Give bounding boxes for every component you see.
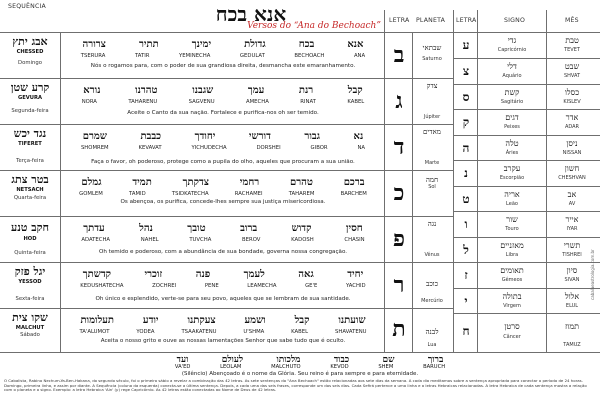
transliteration-word: DORSHEI xyxy=(256,145,281,151)
table-bottom-divider xyxy=(0,352,600,353)
verse-word: אנא xyxy=(347,39,364,50)
transliteration-word: TATIR xyxy=(134,53,150,59)
sign-hebrew: שור xyxy=(506,215,518,224)
transliteration-word: NA xyxy=(357,145,366,151)
zodiac-letter: ו xyxy=(464,217,468,231)
sefira-name: MALCHUT xyxy=(15,325,45,331)
prayer-translation: Oh temido e poderoso, com a abundância de sua bondade, governa nossa congregação. xyxy=(98,249,348,255)
transliteration-word: U'SHMA xyxy=(243,329,265,335)
zodiac-row xyxy=(0,33,600,58)
transliteration-word: RINAT xyxy=(300,99,316,105)
planet-name: Lua xyxy=(427,342,437,348)
sefira-name: CHESSED xyxy=(16,49,44,55)
transliteration-word: GIBOR xyxy=(310,145,328,151)
sign-name: Libra xyxy=(505,252,519,258)
closing-word: מלכותו xyxy=(276,355,301,365)
sign-name: Gêmeos xyxy=(501,277,523,283)
month-hebrew: אב xyxy=(567,190,577,199)
sequence-hebrew: נגד יכש xyxy=(13,127,47,140)
zodiac-row xyxy=(0,161,600,186)
verse-word: עדתך xyxy=(83,223,105,234)
zodiac-letter: י xyxy=(464,294,468,308)
zodiac-row xyxy=(0,263,600,288)
weekday: Sábado xyxy=(20,332,40,338)
planet-hebrew: כוכב xyxy=(425,280,438,288)
zodiac-row xyxy=(0,311,600,352)
hebrew-letter: ד xyxy=(393,134,405,160)
transliteration-word: PENE xyxy=(204,283,219,289)
transliteration-word: GEDULAT xyxy=(239,53,265,59)
planet-name: Vênus xyxy=(424,252,440,258)
zodiac-row xyxy=(0,110,600,135)
zodiac-row xyxy=(0,238,600,263)
transliteration-word: YEMINECHA xyxy=(179,53,211,59)
verse-word: תעלומות xyxy=(80,315,115,326)
sign-hebrew: מאזניים xyxy=(500,241,524,250)
hebrew-letter: כ xyxy=(393,180,405,206)
verse-word: יחיד xyxy=(347,269,364,280)
month-hebrew: חשון xyxy=(564,164,580,173)
prayer-translation: Aceita o nosso grito e ouve as nossas lamentações Senhor que sabe tudo que é oculto. xyxy=(100,338,346,344)
sign-hebrew: אריה xyxy=(504,190,520,199)
hebrew-letter: ת xyxy=(392,316,406,342)
transliteration-word: KEDUSHATECHA xyxy=(80,283,124,289)
page-title-hebrew: אנא בכח xyxy=(215,2,287,26)
verse-word: טהרנו xyxy=(135,85,158,96)
closing-word: ברוך xyxy=(427,355,444,365)
verse-word: צרורה xyxy=(82,39,106,50)
transliteration-word: BARCHEM xyxy=(340,191,367,197)
month-hebrew: טבת xyxy=(565,36,579,45)
planet-name: Saturno xyxy=(422,56,442,62)
verse-word: צעקתנו xyxy=(187,315,216,326)
closing-word-latin: LEOLAM xyxy=(220,364,242,370)
closing-word: שם xyxy=(382,355,395,365)
closing-translation: (Silêncio) Abençoado é o nome da Glória. Seu reino é para sempre e para eternidade. xyxy=(181,371,419,377)
month-column-header: MÊS xyxy=(565,17,579,24)
planet-name: Marte xyxy=(424,160,440,166)
sign-name: Sagitário xyxy=(500,99,524,105)
planet-hebrew: מאדים xyxy=(423,128,441,136)
verse-word: יודע xyxy=(142,315,159,326)
month-hebrew: אייר xyxy=(565,215,579,224)
month-name: CHESHVAN xyxy=(558,175,586,181)
transliteration-word: AMECHA xyxy=(245,99,269,105)
weekday: Domingo xyxy=(18,60,42,66)
zodiac-letter: צ xyxy=(462,64,470,78)
weekday: Quinta-feira xyxy=(14,250,46,256)
zodiac-letter: ה xyxy=(462,141,470,155)
transliteration-word: TAHARENU xyxy=(128,99,158,105)
sefira-name: TIFERET xyxy=(18,141,42,147)
transliteration-word: SHAVATENU xyxy=(334,329,367,335)
website-url: cabalaeastrologia.com.br xyxy=(590,249,595,300)
month-name: ADAR xyxy=(564,124,580,130)
transliteration-word: TUVCHA xyxy=(189,237,212,243)
month-hebrew: שבט xyxy=(564,62,580,71)
sequence-column-header: SEQUÊNCIA xyxy=(8,3,46,10)
zodiac-letter: ל xyxy=(463,243,469,257)
verse-word: תתיר xyxy=(138,39,159,50)
month-hebrew: כסלו xyxy=(564,88,580,97)
sign-name: Capricórnio xyxy=(497,47,527,53)
sequence-hebrew: שקו צית xyxy=(12,311,48,324)
transliteration-word: TAMID xyxy=(129,191,146,197)
verse-word: רחמי xyxy=(239,177,260,188)
zodiac-letter: ק xyxy=(462,115,470,129)
sefira-name: HOD xyxy=(23,236,37,242)
verse-word: שמרם xyxy=(82,131,107,142)
sequence-hebrew: יגל פזק xyxy=(14,265,46,278)
zodiac-letter: ח xyxy=(462,324,470,338)
weekday: Terça-feira xyxy=(16,158,44,164)
month-name: AV xyxy=(568,201,576,207)
month-name: TAMUZ xyxy=(563,342,581,348)
prayer-translation: Faça o favor, oh poderoso, protege como a pupila do olho, aqueles que procuram a sua união. xyxy=(91,159,355,165)
verse-word: צדקתך xyxy=(182,177,209,188)
sign-hebrew: סרטן xyxy=(504,322,520,331)
transliteration-word: KEVAVAT xyxy=(138,145,162,151)
planet-column-header: PLANETA xyxy=(416,17,446,24)
verse-word: גבור xyxy=(304,131,321,142)
month-name: TISHREI xyxy=(562,252,582,258)
transliteration-word: GE'E xyxy=(305,283,318,289)
closing-verse-transliteration xyxy=(160,364,460,370)
transliteration-word: TA'ALUMOT xyxy=(79,329,110,335)
transliteration-word: NORA xyxy=(81,99,97,105)
zodiac-letter: ע xyxy=(462,38,470,52)
transliteration-word: BECHOACH xyxy=(294,53,325,59)
hebrew-letter: ג xyxy=(395,88,403,114)
month-name: TEVET xyxy=(564,47,580,53)
month-name: KISLEV xyxy=(563,99,581,105)
prayer-translation: Oh único e esplendido, verte-se para seu povo, aqueles que se lembram de sua santidade. xyxy=(95,296,351,302)
weekday: Quarta-feira xyxy=(13,195,47,201)
verse-word: עמך xyxy=(247,85,265,96)
verse-word: גאה xyxy=(298,269,314,280)
verse-word: קדשתך xyxy=(82,269,111,280)
hebrew-letter: פ xyxy=(393,226,405,252)
verse-word: ימינך xyxy=(191,39,212,50)
weekday: Segunda-feira xyxy=(11,108,49,114)
closing-word-latin: KEVOD xyxy=(330,364,349,370)
month-hebrew: אלול xyxy=(564,292,580,301)
transliteration-word: ANA xyxy=(353,53,366,59)
transliteration-word: RACHAMEI xyxy=(234,191,263,197)
verse-word: גדולת xyxy=(244,39,266,50)
month-name: NISSAN xyxy=(562,150,582,156)
verse-word: כבבת xyxy=(140,131,162,142)
page-title: Versos do “Ana do Bechoach” xyxy=(247,21,381,31)
zodiac-row xyxy=(0,212,600,237)
transliteration-word: NAHEL xyxy=(140,237,159,243)
planet-name: Sol xyxy=(428,184,436,190)
closing-word: כבוד xyxy=(333,355,350,365)
prayer-translation: Os abençoa, os purifica, concede-lhes sempre sua justiça misericordiosa. xyxy=(120,199,326,205)
sign-name: Peixes xyxy=(504,124,520,130)
verse-word: חסין xyxy=(345,223,363,234)
month-hebrew: תמוז xyxy=(565,322,579,331)
planet-hebrew: שבתאי xyxy=(422,44,442,52)
zodiac-row xyxy=(0,59,600,84)
prayer-translation: Aceite o Canto da sua nação. Fortalece e purifica-nos oh ser temido. xyxy=(127,110,319,116)
transliteration-word: TAHAREM xyxy=(288,191,315,197)
sign-name: Câncer xyxy=(503,334,521,340)
letter-column-header: LETRA xyxy=(389,17,410,24)
hebrew-letter: ר xyxy=(393,272,405,298)
transliteration-word: CHASIN xyxy=(344,237,365,243)
transliteration-word: TSIDKATECHA xyxy=(171,191,209,197)
prayer-translation: Nós o rogamos para, com o poder de sua grandiosa direita, desmancha este emaranhamento. xyxy=(90,63,356,69)
sign-hebrew: תאומים xyxy=(500,266,524,275)
transliteration-word: YACHID xyxy=(345,283,366,289)
verse-word: טהרם xyxy=(289,177,313,188)
transliteration-word: YICHUDECHA xyxy=(191,145,227,151)
verse-word: ושמע xyxy=(244,315,266,326)
verse-word: נהל xyxy=(139,223,153,234)
transliteration-word: KABEL xyxy=(347,99,365,105)
sign-name: Escorpião xyxy=(499,175,525,181)
sign-hebrew: טלה xyxy=(505,139,519,148)
month-name: ELUL xyxy=(565,303,579,309)
month-hebrew: תשרי xyxy=(563,241,581,250)
sequence-hebrew: חקב טנע xyxy=(11,221,49,234)
verse-word: בכח xyxy=(298,39,315,50)
transliteration-word: TSAAKATENU xyxy=(181,329,217,335)
transliteration-word: BEROV xyxy=(242,237,261,243)
verse-word: זוכרי xyxy=(144,269,163,280)
transliteration-word: KADOSH xyxy=(291,237,314,243)
transliteration-word: SAGVENU xyxy=(188,99,215,105)
sign-hebrew: קשת xyxy=(504,88,520,97)
zodiac-letter: נ xyxy=(464,166,468,180)
closing-word-latin: VA'ED xyxy=(174,364,191,370)
sequence-hebrew: קרע שטן xyxy=(10,81,50,94)
verse-word: תמיד xyxy=(132,177,152,188)
verse-word: פנה xyxy=(195,269,211,280)
zodiac-row xyxy=(0,85,600,110)
month-name: IYAR xyxy=(566,226,578,232)
transliteration-word: KABEL xyxy=(291,329,309,335)
sign-hebrew: עקרב xyxy=(503,164,521,173)
verse-word: דורשי xyxy=(248,131,271,142)
explanatory-footnote: O Cabalista, Rabino Nechum-Ya-Ben-Hakana, do segundo século, foi o primeiro sábio a revelar a combinação das 42 letras. As sete sentenças do "Ana Bechoach" estão relacionadas aos sete dias da semana. A cada dia meditamos sobre a sentença apropriada para conectar o período de 24 horas. Domingo, primeira linha, e assim por diante. A Sequência (coluna da esquerda) conecta-se a última sentença. Depois, a cada uma das seis frases, corresponde um dos seis dias. Cada Sefirá pertence a uma linha e a letras Hebraicas relacionadas. A letra Hebraica de cada sentença mostra a relação com o planeta e o signo. Exemplo: a letra Hebraica 'Ain' (ע) rege Capricórnio. As 42 letras estão conectadas ao Nome de Deus de 42 letras. xyxy=(4,378,587,393)
month-name: SIVAN xyxy=(564,277,580,283)
transliteration-word: GOMLEM xyxy=(79,191,103,197)
transliteration-word: ADATECHA xyxy=(81,237,111,243)
sign-name: Virgem xyxy=(503,303,521,309)
sign-hebrew: גדי xyxy=(507,36,517,45)
sign-name: Leão xyxy=(506,201,518,207)
sefira-name: NETSACH xyxy=(16,187,44,193)
verse-word: שגבנו xyxy=(192,85,214,96)
verse-word: קדוש xyxy=(291,223,312,234)
sequence-hebrew: אבג יתץ xyxy=(12,35,48,48)
verse-word: קבל xyxy=(294,315,310,326)
planet-name: Mercúrio xyxy=(421,298,443,304)
sefira-name: GEVURA xyxy=(17,95,43,101)
verse-word: לעמך xyxy=(243,269,265,280)
zodiac-row xyxy=(0,136,600,161)
sign-hebrew: בתולה xyxy=(502,292,522,301)
closing-word: לעולם xyxy=(221,355,244,365)
sign-column-header: SIGNO xyxy=(504,17,526,24)
verse-word: טובך xyxy=(187,223,206,234)
closing-word-latin: MALCHUTO xyxy=(271,364,301,370)
planet-name: Júpiter xyxy=(423,114,441,120)
verse-word: יחודך xyxy=(194,131,216,142)
verse-word: ברכם xyxy=(343,177,365,188)
sign-name: Aquário xyxy=(502,73,522,79)
zodiac-letter: ט xyxy=(462,192,470,206)
month-name: SHVAT xyxy=(563,73,581,79)
sign-name: Áries xyxy=(505,150,519,156)
planet-hebrew: לבנה xyxy=(425,328,439,336)
verse-word: גמלם xyxy=(81,177,102,188)
sequence-hebrew: בטר צתג xyxy=(11,173,49,186)
month-hebrew: אדר xyxy=(565,113,579,122)
month-hebrew: ניסן xyxy=(566,139,578,148)
verse-word: ברוב xyxy=(240,223,258,234)
sefira-name: YESSOD xyxy=(18,279,42,285)
planet-hebrew: נגה xyxy=(427,220,437,228)
closing-word: ועד xyxy=(176,355,189,365)
transliteration-word: YODEA xyxy=(136,329,155,335)
zodiac-letter: ס xyxy=(462,90,470,104)
sign-hebrew: דגים xyxy=(505,113,519,122)
sign-name: Touro xyxy=(505,226,519,232)
closing-word-latin: BARUCH xyxy=(423,364,446,370)
hebrew-letter: ב xyxy=(393,42,405,68)
verse-word: רנת xyxy=(298,85,314,96)
transliteration-word: SHOMREM xyxy=(80,145,109,151)
planet-hebrew: חמה xyxy=(425,176,439,184)
verse-word: נא xyxy=(353,131,364,142)
closing-word-latin: SHEM xyxy=(378,364,394,370)
verse-word: קבל xyxy=(347,85,363,96)
month-hebrew: סיון xyxy=(566,266,578,275)
transliteration-word: TSERURA xyxy=(80,53,106,59)
zodiac-letter-column-header: LETRA xyxy=(456,17,477,24)
sign-hebrew: דלי xyxy=(507,62,517,71)
planet-hebrew: צדק xyxy=(426,82,438,90)
zodiac-letter: ז xyxy=(464,268,468,282)
verse-word: שועתנו xyxy=(338,315,366,326)
weekday: Sexta-feira xyxy=(15,296,45,302)
zodiac-row xyxy=(0,187,600,212)
verse-word: נורא xyxy=(83,85,101,96)
transliteration-word: ZOCHREI xyxy=(152,283,177,289)
zodiac-row xyxy=(0,289,600,314)
transliteration-word: LEAMECHA xyxy=(247,283,277,289)
